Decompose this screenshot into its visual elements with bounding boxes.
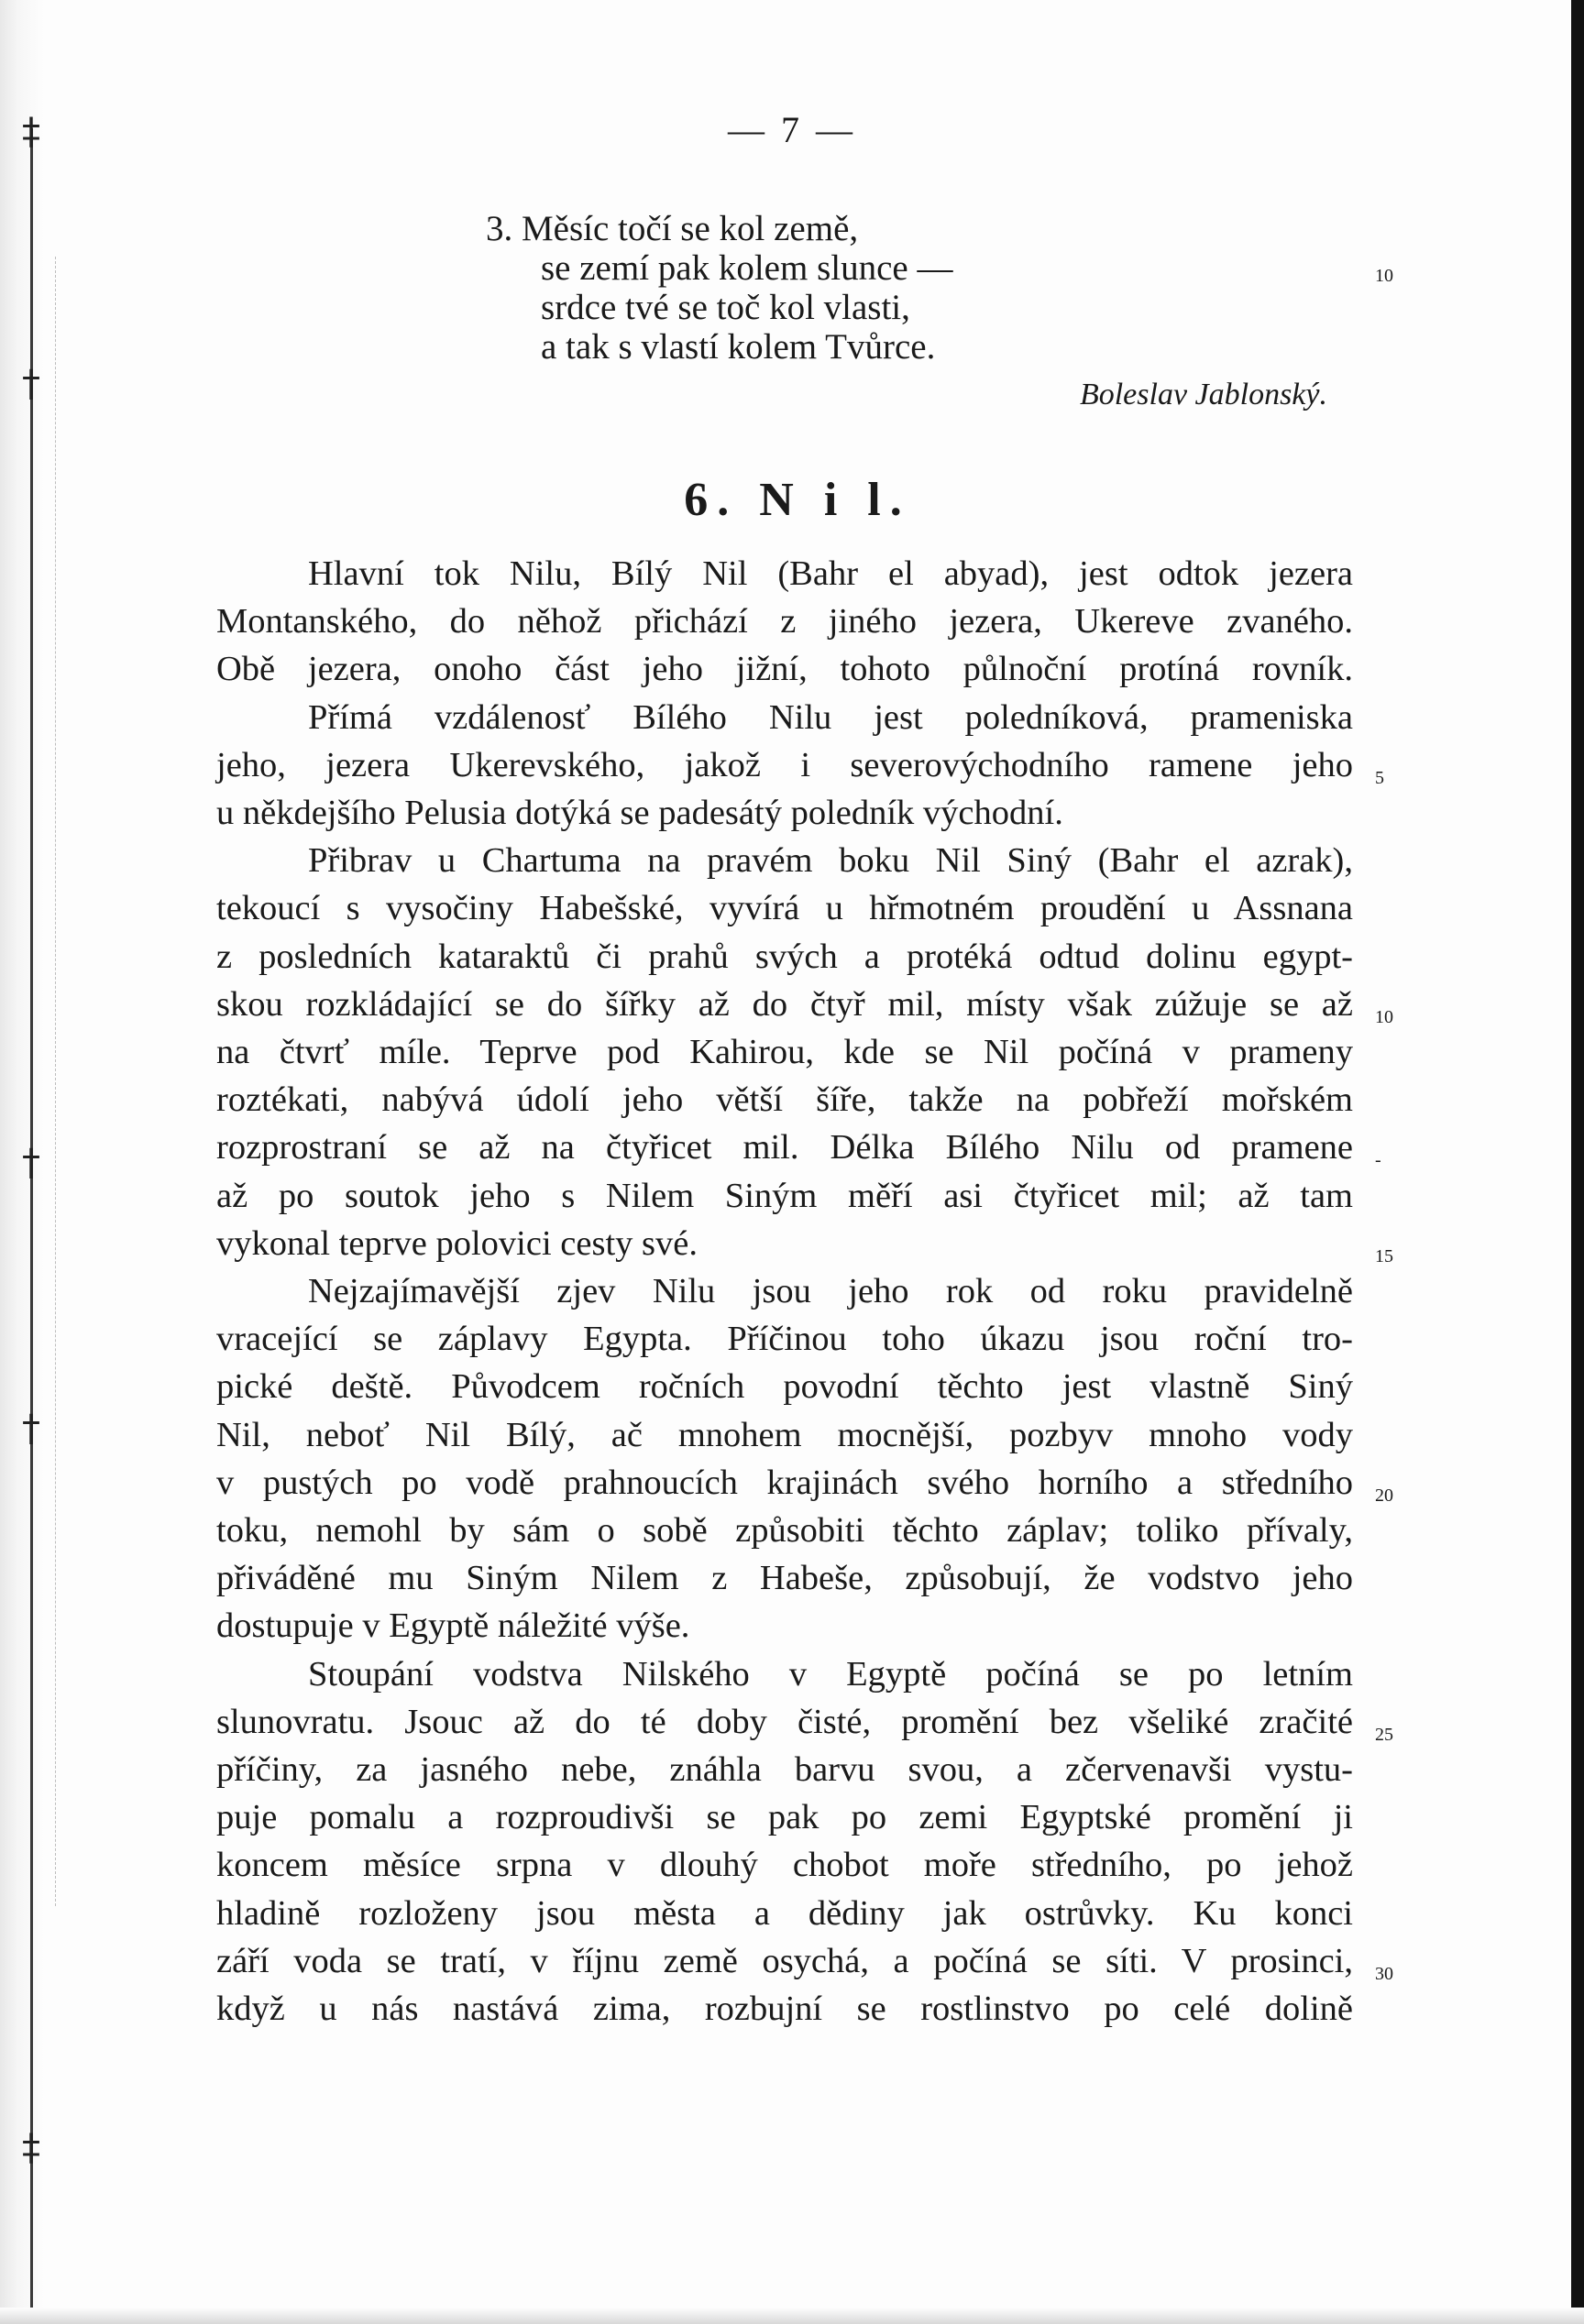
- text-line: puje pomalu a rozproudivši se pak po zemi Egyptské promění ji: [216, 1798, 1353, 1837]
- text-line: u někdejšího Pelusia dotýká se padesátý poledník východní.: [216, 794, 1063, 833]
- text-line: v pustých po vodě prahnoucích krajinách svého horního a středního: [216, 1463, 1353, 1502]
- text-line: až po soutok jeho s Nilem Siným měří asi čtyřicet mil; až tam: [216, 1176, 1353, 1215]
- text-line: přiváděné mu Siným Nilem z Habeše, způsobují, že vodstvo jeho: [216, 1559, 1353, 1598]
- text-line: roztékati, nabývá údolí jeho větší šíře, takže na pobřeží mořském: [216, 1080, 1353, 1120]
- text-line: hladině rozloženy jsou města a dědiny jak ostrůvky. Ku konci: [216, 1893, 1353, 1933]
- text-line: slunovratu. Jsouc až do té doby čisté, promění bez všeliké zračité: [216, 1702, 1353, 1741]
- text-line: pické deště. Původcem ročních povodní těchto jest vlastně Siný: [216, 1367, 1353, 1407]
- poem-line: srdce tvé se toč kol vlasti,: [541, 288, 910, 327]
- text-line: Obě jezera, onoho část jeho jižní, tohoto půlnoční protíná rovník.: [216, 650, 1353, 689]
- text-line: Nejzajímavější zjev Nilu jsou jeho rok od roku pravidelně: [308, 1272, 1353, 1311]
- page-bottom-edge: [0, 2308, 1584, 2324]
- paragraph: [216, 550, 1353, 694]
- text-line: Přibrav u Chartuma na pravém boku Nil Siný (Bahr el azrak),: [308, 841, 1353, 881]
- text-line: tekoucí s vysočiny Habešské, vyvírá u hřmotném proudění u Assnana: [216, 889, 1353, 928]
- poem-line: 3. Měsíc točí se kol země,: [486, 209, 859, 248]
- text-line: Montanského, do něhož přichází z jiného jezera, Ukereve zvaného.: [216, 602, 1353, 641]
- text-line: září voda se tratí, v říjnu země osychá, a počíná se síti. V prosinci,: [216, 1941, 1353, 1980]
- paragraph: [216, 694, 1353, 838]
- paragraph: [216, 1650, 1353, 2034]
- text-line: z posledních kataraktů či prahů svých a protéká odtud dolinu egypt-: [216, 937, 1353, 976]
- text-line: rozprostraní se až na čtyřicet mil. Délka Bílého Nilu od pramene: [216, 1128, 1353, 1167]
- text-line: Stoupání vodstva Nilského v Egyptě počíná se po letním: [308, 1654, 1353, 1694]
- line-number: 20: [1375, 1485, 1393, 1506]
- poem-stanza: [486, 209, 1357, 367]
- article-body: [216, 550, 1353, 2033]
- binding-mark-icon: †: [22, 363, 40, 405]
- binding-mark-icon: ‡: [22, 111, 40, 153]
- binding-fold-line: [55, 257, 57, 1906]
- poem-line: a tak s vlastí kolem Tvůrce.: [541, 327, 936, 367]
- line-number: 30: [1375, 1964, 1393, 1984]
- line-number: 10: [1375, 266, 1393, 286]
- text-line: Nil, neboť Nil Bílý, ač mnohem mocnější, pozbyv mnoho vody: [216, 1415, 1353, 1454]
- margin-line-numbers: [1375, 0, 1430, 2324]
- paragraph: [216, 1267, 1353, 1650]
- text-line: když u nás nastává zima, rozbujní se rostlinstvo po celé dolině: [216, 1990, 1353, 2029]
- binding-mark-icon: †: [22, 1408, 40, 1450]
- line-number: 10: [1375, 1007, 1393, 1027]
- text-line: Hlavní tok Nilu, Bílý Nil (Bahr el abyad), jest odtok jezera: [308, 554, 1353, 593]
- poem-author: Boleslav Jablonský.: [1079, 378, 1327, 411]
- line-number: 25: [1375, 1725, 1393, 1745]
- text-line: vracející se záplavy Egypta. Příčinou toho úkazu jsou roční tro-: [216, 1320, 1353, 1359]
- text-line: skou rozkládající se do šířky až do čtyř mil, místy však zúžuje se až: [216, 984, 1353, 1024]
- text-line: na čtvrť míle. Teprve pod Kahirou, kde se Nil počíná v prameny: [216, 1033, 1353, 1072]
- section-title: 6. N i l.: [684, 474, 911, 526]
- page-right-edge: [1571, 0, 1584, 2324]
- binding-mark-icon: †: [22, 1142, 40, 1184]
- text-line: koncem měsíce srpna v dlouhý chobot moře středního, po jehož: [216, 1846, 1353, 1885]
- paragraph: [216, 837, 1353, 1267]
- text-line: příčiny, za jasného nebe, znáhla barvu svou, a zčervenavši vystu-: [216, 1750, 1353, 1790]
- binding-mark-icon: ‡: [22, 2127, 40, 2169]
- text-line: jeho, jezera Ukerevského, jakož i severovýchodního ramene jeho: [216, 745, 1353, 784]
- binding-line: [30, 128, 33, 2309]
- line-number: 5: [1375, 768, 1384, 788]
- text-line: Přímá vzdálenosť Bílého Nilu jest poledníková, prameniska: [308, 697, 1353, 737]
- text-line: dostupuje v Egyptě náležité výše.: [216, 1606, 690, 1646]
- text-line: toku, nemohl by sám o sobě způsobiti těchto záplav; toliko přívaly,: [216, 1511, 1353, 1551]
- line-number: -: [1375, 1150, 1381, 1170]
- poem-line: se zemí pak kolem slunce —: [541, 248, 953, 288]
- text-line: vykonal teprve polovici cesty své.: [216, 1223, 698, 1263]
- line-number: 15: [1375, 1246, 1393, 1266]
- page-number: — 7 —: [728, 109, 856, 150]
